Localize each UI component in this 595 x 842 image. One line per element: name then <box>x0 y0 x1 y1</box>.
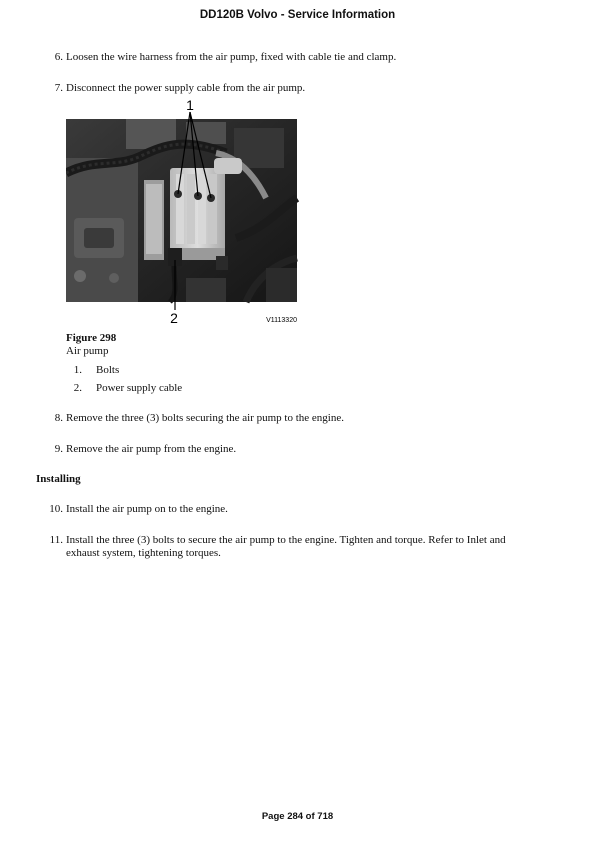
step-11-text-line1: Install the three (3) bolts to secure the air pump to the engine. Tighten and torque. Refer to Inlet and <box>66 534 506 546</box>
figure-image-code: V1113320 <box>266 317 297 324</box>
step-7-number: 7. <box>54 82 63 94</box>
step-8-text: Remove the three (3) bolts securing the air pump to the engine. <box>66 412 344 424</box>
step-11-text-line2: exhaust system, tightening torques. <box>66 547 221 559</box>
legend-2-number: 2. <box>73 382 82 394</box>
step-8-number: 8. <box>54 412 63 424</box>
figure-caption-title: Figure 298 <box>66 332 117 344</box>
step-10-text: Install the air pump on to the engine. <box>66 503 228 515</box>
page-header: DD120B Volvo - Service Information <box>199 9 396 21</box>
callout-2-label: 2 <box>170 310 178 326</box>
air-pump-figure <box>66 98 301 328</box>
step-9-number: 9. <box>54 443 63 455</box>
page-footer: Page 284 of 718 <box>261 811 334 822</box>
step-10-number: 10. <box>49 503 63 515</box>
step-11-number: 11. <box>49 534 63 546</box>
legend-1-text: Bolts <box>96 364 120 376</box>
air-pump-photo <box>66 119 297 302</box>
legend-2-text: Power supply cable <box>96 382 183 394</box>
figure-caption-subtitle: Air pump <box>66 345 109 357</box>
legend-1-number: 1. <box>73 364 82 376</box>
step-6-text: Loosen the wire harness from the air pump, fixed with cable tie and clamp. <box>66 51 397 63</box>
step-9-text: Remove the air pump from the engine. <box>66 443 237 455</box>
step-7-text: Disconnect the power supply cable from the air pump. <box>66 82 306 94</box>
callout-1-label: 1 <box>186 98 194 113</box>
step-6-number: 6. <box>54 51 63 63</box>
section-heading-installing: Installing <box>36 473 81 485</box>
